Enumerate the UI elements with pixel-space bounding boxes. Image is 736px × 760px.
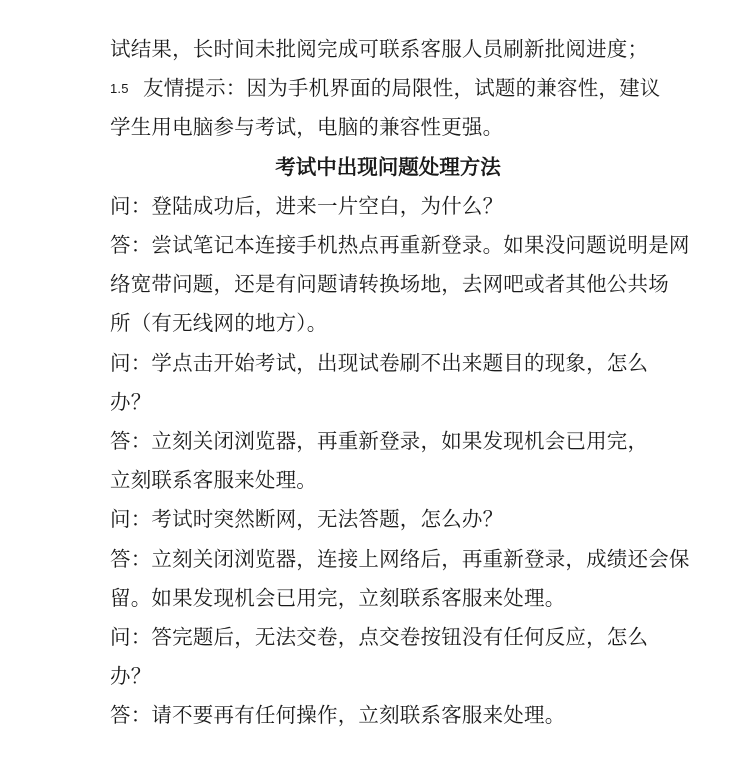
section-title: 考试中出现问题处理方法 — [275, 154, 501, 179]
qa-line: 立刻联系客服来处理。 — [110, 468, 317, 493]
qa-line: 问：学点击开始考试，出现试卷刷不出来题目的现象，怎么 — [110, 350, 649, 375]
qa-line: 问：答完题后，无法交卷，点交卷按钮没有任何反应，怎么 — [110, 625, 649, 650]
qa-line: 答：立刻关闭浏览器，连接上网络后，再重新登录，成绩还会保 — [110, 546, 690, 571]
qa-line: 答：请不要再有任何操作，立刻联系客服来处理。 — [110, 703, 566, 728]
tip-text-1: 友情提示：因为手机界面的局限性，试题的兼容性，建议 — [143, 76, 661, 101]
tip-line-1 — [110, 69, 661, 108]
qa-line: 办？ — [110, 389, 152, 414]
tip-number: 1.5 — [110, 81, 129, 97]
qa-line: 答：尝试笔记本连接手机热点再重新登录。如果没问题说明是网 — [110, 233, 690, 258]
qa-line: 问：考试时突然断网，无法答题，怎么办？ — [110, 507, 504, 532]
tip-line-2: 学生用电脑参与考试，电脑的兼容性更强。 — [110, 115, 504, 140]
qa-line: 所（有无线网的地方）。 — [110, 311, 328, 336]
document-page — [110, 0, 690, 736]
qa-line: 答：立刻关闭浏览器，再重新登录，如果发现机会已用完， — [110, 429, 649, 454]
qa-line: 络宽带问题，还是有问题请转换场地，去网吧或者其他公共场 — [110, 272, 669, 297]
qa-line: 留。如果发现机会已用完，立刻联系客服来处理。 — [110, 585, 566, 610]
qa-line: 问：登陆成功后，进来一片空白，为什么？ — [110, 193, 504, 218]
intro-line: 试结果，长时间未批阅完成可联系客服人员刷新批阅进度； — [110, 37, 649, 61]
qa-line: 办？ — [110, 664, 152, 689]
